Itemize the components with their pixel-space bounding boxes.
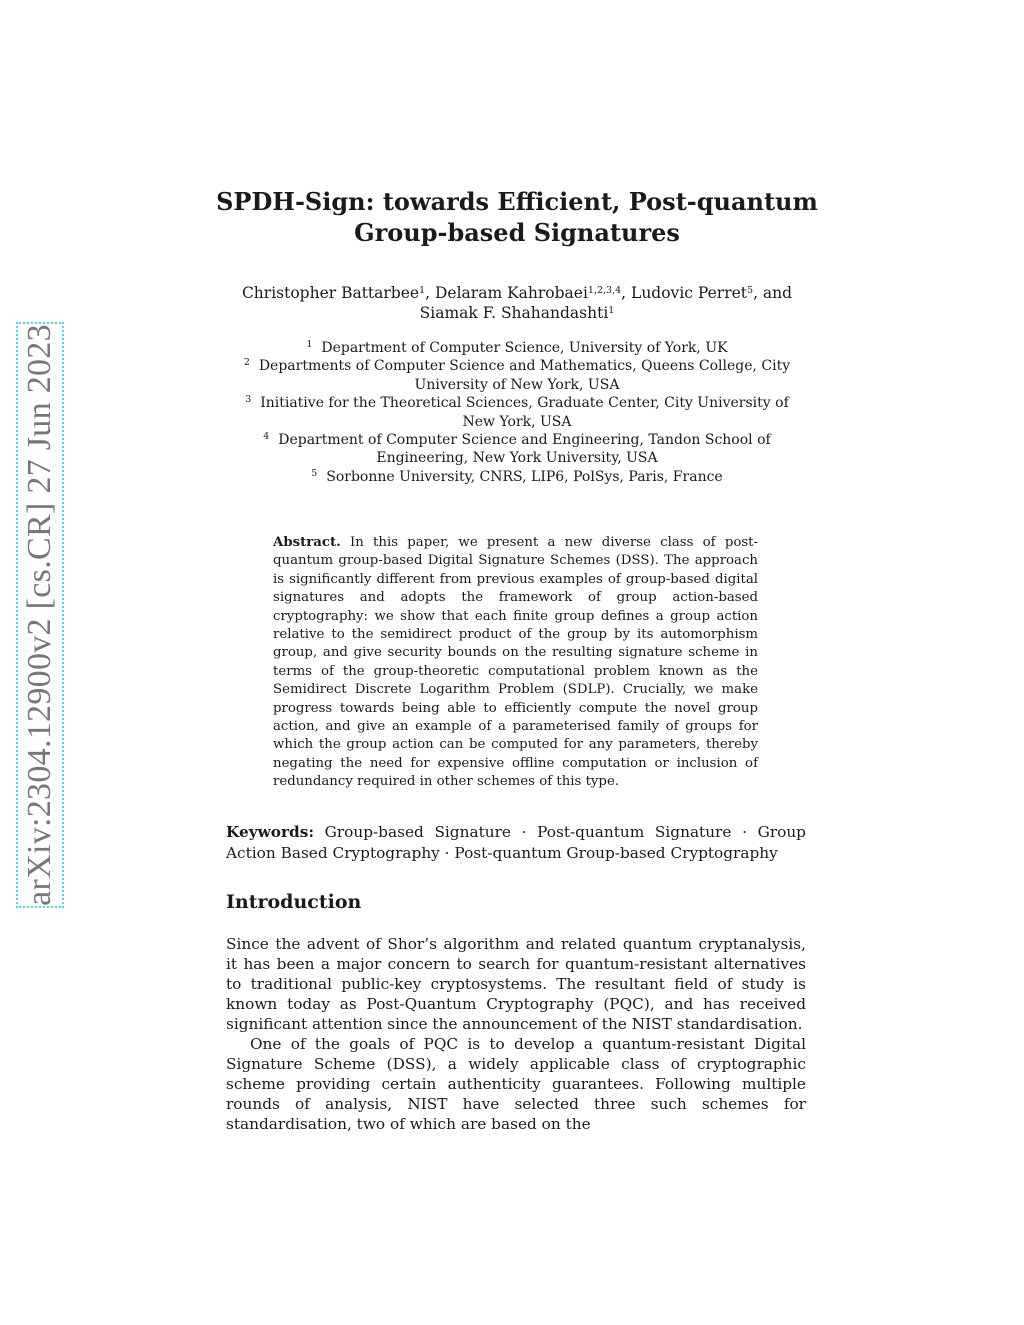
author-name: Ludovic Perret [631, 284, 748, 302]
affiliation-text: Department of Computer Science and Engineering, Tandon School of Engineering, New York University, USA [278, 432, 771, 467]
keywords [226, 822, 806, 863]
affiliation-number: 5 [311, 467, 318, 479]
author-affil-mark: 1 [419, 285, 426, 296]
author-name: Christopher Battarbee [241, 284, 420, 302]
section-heading-introduction: Introduction [226, 891, 362, 913]
author-affil-mark: 1,2,3,4 [587, 285, 622, 296]
affiliation-text: Sorbonne University, CNRS, LIP6, PolSys, Paris, France [326, 468, 723, 485]
abstract-label: Abstract. [273, 535, 341, 550]
affiliation-number: 2 [243, 357, 250, 369]
paragraph: Since the advent of Shor’s algorithm and related quantum cryptanalysis, it has been a major concern to search for quantum-resistant alternatives to traditional public-key cryptosystems. The resultant field of study is known today as Post-Quantum Cryptography (PQC), and has received significant attention since the announcement of the NIST standardisation. [226, 935, 806, 1033]
title-line-1: SPDH-Sign: towards Efficient, Post-quantum [216, 187, 818, 216]
affiliation [230, 394, 804, 431]
affiliation-number: 3 [245, 394, 252, 406]
author-name: Delaram Kahrobaei [435, 284, 588, 302]
keywords-text: Group-based Signature · Post-quantum Signature · Group Action Based Cryptography · Post-quantum Group-based Cryptography [226, 823, 806, 862]
keywords-label: Keywords: [226, 823, 314, 841]
affiliation [230, 431, 804, 468]
arxiv-stamp[interactable]: arXiv:2304.12900v2 [cs.CR] 27 Jun 2023 [21, 324, 58, 906]
author-conjunction: , and [753, 284, 793, 302]
affiliation [230, 339, 804, 357]
author-name: Siamak F. Shahandashti [419, 304, 609, 322]
affiliation-list [230, 339, 804, 486]
paragraph: One of the goals of PQC is to develop a quantum-resistant Digital Signature Scheme (DSS), a widely applicable class of cryptographic scheme providing certain authenticity guarantees. Following multiple rounds of analysis, NIST have selected three such schemes for standardisation, two of which are based on the [226, 1035, 806, 1133]
title-line-2: Group-based Signatures [354, 218, 680, 247]
arxiv-stamp-box [16, 322, 64, 908]
introduction-body [226, 934, 806, 1134]
abstract-text: In this paper, we present a new diverse class of post-quantum group-based Digital Signature Schemes (DSS). The approach is significantly different from previous examples of group-based digital signatures and adopts the framework of group action-based cryptography: we show that each finite group defines a group action relative to the semidirect product of the group by its automorphism group, and give security bounds on the resulting signature scheme in terms of the group-theoretic computational problem known as the Semidirect Discrete Logarithm Problem (SDLP). Crucially, we make progress towards being able to efficiently compute the novel group action, and give an example of a parameterised family of groups for which the group action can be computed for any parameters, thereby negating the need for expensive offline computation or inclusion of redundancy required in other schemes of this type. [273, 535, 758, 790]
abstract [273, 534, 758, 792]
affiliation-number: 4 [263, 431, 270, 443]
affiliation-text: Initiative for the Theoretical Sciences, Graduate Center, City University of New York, USA [260, 395, 789, 430]
affiliation-text: Department of Computer Science, University of York, UK [321, 340, 728, 356]
affiliation-text: Departments of Computer Science and Mathematics, Queens College, City University of New York, USA [258, 358, 791, 393]
affiliation-number: 1 [306, 339, 313, 350]
author-affil-mark: 5 [747, 285, 754, 296]
author-affil-mark: 1 [608, 305, 615, 316]
author-list: Christopher Battarbee$^1$, Delaram Kahrobaei$^{1,2,3,4}$, Ludovic Perret$^5$, and Siamak F. Shahandashti$^1$ [241, 284, 793, 322]
affiliation [230, 357, 804, 394]
affiliation [230, 468, 804, 486]
paper-title [180, 186, 854, 248]
